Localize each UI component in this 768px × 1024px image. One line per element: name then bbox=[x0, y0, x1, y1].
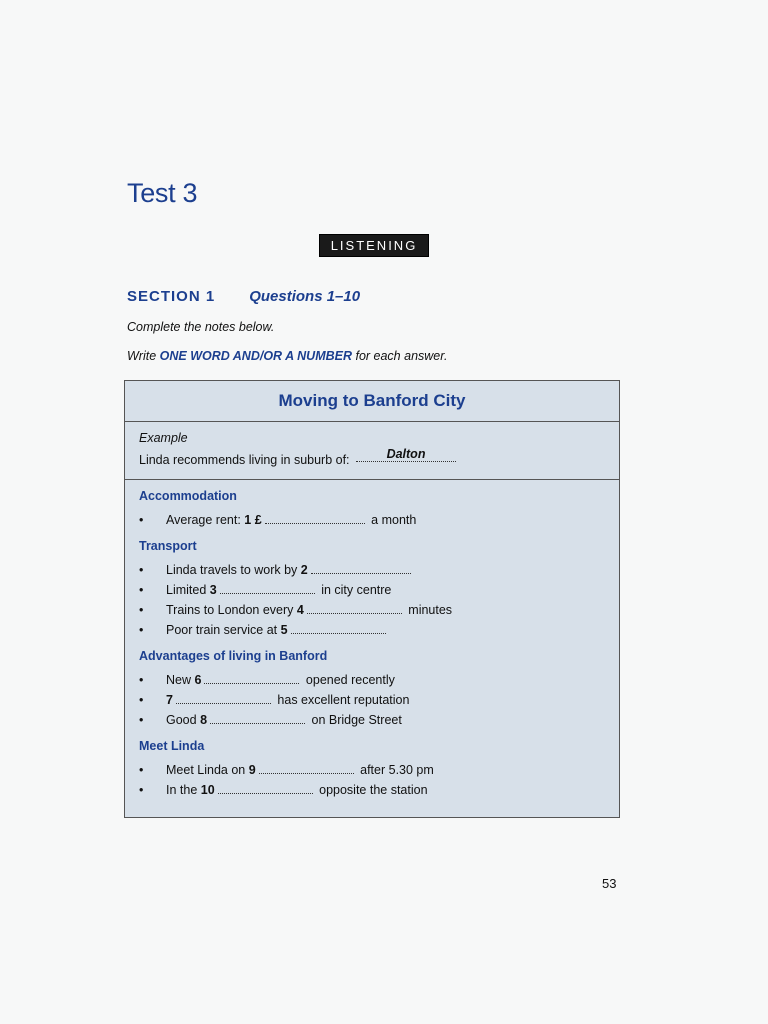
notes-group-advantages bbox=[139, 649, 619, 730]
example-line bbox=[139, 447, 619, 467]
notes-title: Moving to Banford City bbox=[278, 391, 466, 410]
page-title: Test 3 bbox=[127, 178, 198, 208]
section-heading bbox=[127, 288, 360, 305]
instruction-write bbox=[127, 349, 447, 363]
list-item bbox=[139, 690, 619, 710]
question-number: 2 bbox=[300, 563, 308, 577]
answer-blank-8[interactable] bbox=[210, 715, 305, 724]
item-text: a month bbox=[367, 513, 417, 527]
item-text: minutes bbox=[404, 603, 453, 617]
page-number: 53 bbox=[602, 876, 617, 891]
instruction-write-post: for each answer. bbox=[352, 349, 448, 363]
group-heading: Advantages of living in Banford bbox=[139, 649, 328, 663]
item-text: In the bbox=[166, 783, 201, 797]
bullet-icon: • bbox=[139, 603, 144, 617]
item-text: on Bridge Street bbox=[308, 713, 402, 727]
item-text: Good bbox=[166, 713, 201, 727]
answer-blank-1[interactable] bbox=[265, 515, 365, 524]
section-label: SECTION 1 bbox=[127, 288, 216, 305]
bullet-icon: • bbox=[139, 673, 144, 687]
list-item bbox=[139, 620, 619, 640]
item-text: Limited bbox=[166, 583, 210, 597]
bullet-icon: • bbox=[139, 763, 144, 777]
question-number: 10 bbox=[200, 783, 215, 797]
instruction-complete: Complete the notes below. bbox=[127, 320, 275, 334]
item-text: opposite the station bbox=[315, 783, 428, 797]
notes-body bbox=[125, 480, 619, 800]
item-text: in city centre bbox=[317, 583, 392, 597]
bullet-icon: • bbox=[139, 563, 144, 577]
currency-symbol: £ bbox=[251, 513, 262, 527]
item-text: opened recently bbox=[302, 673, 395, 687]
question-number: 3 bbox=[209, 583, 217, 597]
example-block bbox=[125, 422, 619, 480]
notes-box bbox=[124, 380, 620, 818]
group-heading: Transport bbox=[139, 539, 197, 553]
instruction-word-limit: ONE WORD AND/OR A NUMBER bbox=[159, 349, 352, 363]
bullet-icon: • bbox=[139, 583, 144, 597]
example-text: Linda recommends living in suburb of: bbox=[139, 453, 350, 467]
notes-group-accommodation bbox=[139, 489, 619, 530]
answer-blank-3[interactable] bbox=[220, 585, 315, 594]
list-item bbox=[139, 510, 619, 530]
notes-group-transport bbox=[139, 539, 619, 640]
item-text: Meet Linda on bbox=[166, 763, 249, 777]
answer-blank-9[interactable] bbox=[259, 765, 354, 774]
group-heading: Meet Linda bbox=[139, 739, 205, 753]
list-item bbox=[139, 710, 619, 730]
bullet-icon: • bbox=[139, 623, 144, 637]
question-number: 6 bbox=[194, 673, 202, 687]
item-text: has excellent reputation bbox=[273, 693, 410, 707]
list-item bbox=[139, 580, 619, 600]
bullet-icon: • bbox=[139, 783, 144, 797]
answer-blank-4[interactable] bbox=[307, 605, 402, 614]
question-number: 9 bbox=[248, 763, 256, 777]
list-item bbox=[139, 670, 619, 690]
questions-label: Questions 1–10 bbox=[249, 288, 361, 305]
answer-blank-2[interactable] bbox=[311, 565, 411, 574]
answer-blank-7[interactable] bbox=[176, 695, 271, 704]
instruction-write-pre: Write bbox=[127, 349, 160, 363]
item-text: after 5.30 pm bbox=[356, 763, 434, 777]
answer-blank-10[interactable] bbox=[218, 785, 313, 794]
list-item bbox=[139, 560, 619, 580]
answer-blank-6[interactable] bbox=[204, 675, 299, 684]
question-number: 5 bbox=[280, 623, 288, 637]
bullet-icon: • bbox=[139, 513, 144, 527]
item-text: Trains to London every bbox=[166, 603, 297, 617]
item-text: Linda travels to work by bbox=[166, 563, 301, 577]
item-text: New bbox=[166, 673, 195, 687]
question-number: 7 bbox=[166, 693, 173, 707]
answer-blank-5[interactable] bbox=[291, 625, 386, 634]
listening-badge: LISTENING bbox=[319, 234, 429, 257]
item-text: Average rent: bbox=[166, 513, 245, 527]
question-number: 8 bbox=[200, 713, 208, 727]
item-text: Poor train service at bbox=[166, 623, 281, 637]
notes-header bbox=[125, 381, 619, 422]
bullet-icon: • bbox=[139, 693, 144, 707]
list-item bbox=[139, 780, 619, 800]
example-answer-line bbox=[356, 447, 456, 462]
list-item bbox=[139, 600, 619, 620]
list-item bbox=[139, 760, 619, 780]
group-heading: Accommodation bbox=[139, 489, 237, 503]
example-answer: Dalton bbox=[386, 447, 426, 461]
example-label: Example bbox=[139, 431, 188, 445]
notes-group-meet-linda bbox=[139, 739, 619, 800]
bullet-icon: • bbox=[139, 713, 144, 727]
question-number: 1 bbox=[244, 513, 252, 527]
question-number: 4 bbox=[296, 603, 304, 617]
